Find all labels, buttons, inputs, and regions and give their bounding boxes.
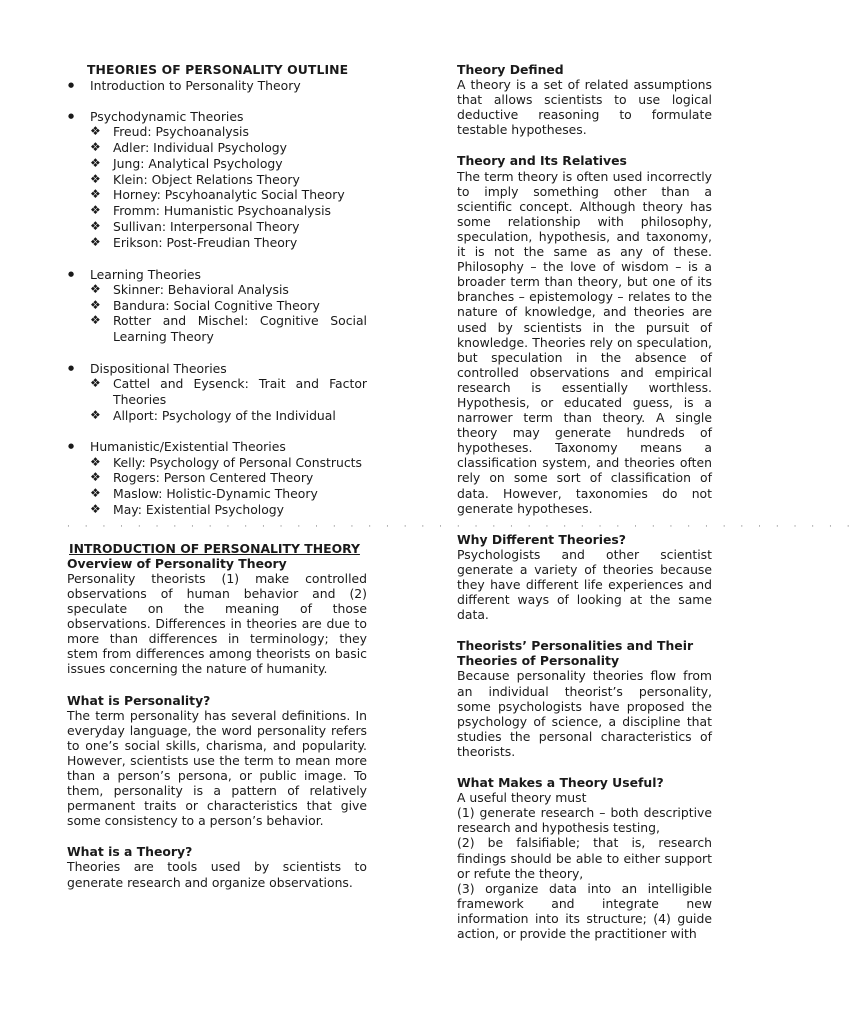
diamond-bullet-icon: ❖ — [90, 376, 101, 391]
diamond-bullet-icon: ❖ — [90, 470, 101, 485]
outline-item — [67, 439, 367, 517]
useful-heading: What Makes a Theory Useful? — [457, 775, 664, 791]
outline-subitem-label: Rotter and Mischel: Cognitive Social Learning Theory — [113, 313, 367, 345]
outline-item — [67, 267, 367, 345]
outline-subitem-label: Bandura: Social Cognitive Theory — [113, 297, 320, 313]
outline-sublist — [67, 282, 367, 345]
outline-subitem — [90, 172, 367, 188]
diamond-bullet-icon: ❖ — [90, 454, 101, 469]
outline-list — [67, 78, 367, 518]
diamond-bullet-icon: ❖ — [90, 297, 101, 312]
diamond-bullet-icon: ❖ — [90, 187, 101, 202]
outline-subitem-label: Jung: Analytical Psychology — [113, 155, 283, 171]
theorists-heading: Theorists’ Personalities and Their Theories of Personality — [457, 638, 694, 669]
overview-heading: Overview of Personality Theory — [67, 555, 287, 571]
outline-subitem-label: Klein: Object Relations Theory — [113, 171, 300, 187]
bullet-icon: ● — [68, 81, 75, 90]
outline-subitem-label: May: Existential Psychology — [113, 501, 285, 517]
outline-subitem — [90, 140, 367, 156]
outline-subitem — [90, 187, 367, 203]
outline-subitem — [90, 376, 367, 408]
theory-defined-text: A theory is a set of related assumptions that allows scientists to use logical deductive reasoning to formulate testable hypotheses. — [457, 77, 712, 138]
diamond-bullet-icon: ❖ — [90, 234, 101, 249]
outline-item-label: Dispositional Theories — [90, 360, 227, 376]
theorists-text: Because personality theories flow from an individual theorist’s personality, some psychologists have proposed the psychology of science, a discipline that studies the personal characteristics of theorists. — [457, 668, 712, 759]
useful-line: (2) be falsifiable; that is, research findings should be able to either support or refute the theory, — [457, 835, 712, 881]
bullet-icon: ● — [68, 112, 75, 121]
personality-text: The term personality has several definitions. In everyday language, the word personality refers to one’s social skills, charisma, and popularity. However, scientists use the term to mean more than a person’s persona, or public image. To them, personality is a pattern of relatively permanent traits or characteristics that give some consistency to a person’s behavior. — [67, 707, 367, 829]
outline-subitem — [90, 408, 367, 424]
diamond-bullet-icon: ❖ — [90, 219, 101, 234]
why-text: Psychologists and other scientist generate a variety of theories because they have different life experiences and different ways of looking at the same data. — [457, 546, 712, 623]
relatives-text: The term theory is often used incorrectly to imply something other than a scientific concept. Although theory has some relationship with philosophy, speculation, hypothesis, and taxonomy, it is not the same as any of these. Philosophy – the love of wisdom – is a broader term than theory, but one of its branches – epistemology – relates to the nature of knowledge, and theories are used by scientists in the pursuit of knowledge. Theories rely on speculation, but speculation in the absence of controlled observations and empirical research is essentially worthless. Hypothesis, or educated guess, is a narrower term than theory. A single theory may generate hundreds of hypotheses. Taxonomy means a classification system, and theories often rely on some sort of classification of data. However, taxonomies do not generate hypotheses. — [457, 168, 712, 516]
overview-text: Personality theorists (1) make controlled observations of human behavior and (2) speculate on the meaning of those observations. Differences in theories are due to more than differences in terminology; they stem from differences among theorists on basic issues concerning the nature of humanity. — [67, 570, 367, 677]
outline-subitem — [90, 219, 367, 235]
outline-title: THEORIES OF PERSONALITY OUTLINE — [87, 62, 349, 77]
diamond-bullet-icon: ❖ — [90, 407, 101, 422]
outline-subitem-label: Fromm: Humanistic Psychoanalysis — [113, 203, 331, 219]
theory-text: Theories are tools used by scientists to generate research and organize observations. — [67, 859, 367, 890]
diamond-bullet-icon: ❖ — [90, 203, 101, 218]
useful-line: (1) generate research – both descriptive research and hypothesis testing, — [457, 805, 712, 836]
section-divider: · · · · · · · · · · · · · · · · · · · · · · · · · · · · · · · · · · · · · · · · · · · · · — [67, 521, 856, 532]
outline-subitem — [90, 455, 367, 471]
outline-subitem — [90, 282, 367, 298]
outline-subitem — [90, 156, 367, 172]
outline-subitem-label: Freud: Psychoanalysis — [113, 124, 249, 140]
outline-subitem — [90, 124, 367, 140]
theory-defined-heading: Theory Defined — [457, 62, 564, 77]
outline-subitem-label: Cattel and Eysenck: Trait and Factor Theories — [113, 376, 367, 407]
outline-subitem — [90, 313, 367, 345]
outline-item-label: Learning Theories — [90, 266, 201, 282]
outline-subitem-label: Kelly: Psychology of Personal Constructs — [113, 454, 362, 470]
outline-item — [67, 78, 367, 93]
outline-item — [67, 361, 367, 423]
theory-heading: What is a Theory? — [67, 844, 193, 860]
outline-subitem-label: Adler: Individual Psychology — [113, 140, 287, 156]
diamond-bullet-icon: ❖ — [90, 486, 101, 501]
diamond-bullet-icon: ❖ — [90, 313, 101, 328]
outline-sublist — [67, 455, 367, 518]
bullet-icon: ● — [68, 363, 75, 372]
outline-subitem — [90, 486, 367, 502]
outline-item-label: Introduction to Personality Theory — [90, 78, 301, 94]
outline-subitem — [90, 502, 367, 518]
outline-subitem — [90, 235, 367, 251]
useful-line: (3) organize data into an intelligible framework and integrate new information into its structure; (4) guide action, or provide the practitioner with — [457, 880, 712, 941]
diamond-bullet-icon: ❖ — [90, 140, 101, 155]
outline-subitem-label: Allport: Psychology of the Individual — [113, 407, 336, 423]
outline-subitem-label: Sullivan: Interpersonal Theory — [113, 219, 300, 235]
outline-subitem — [90, 470, 367, 486]
outline-subitem — [90, 203, 367, 219]
outline-item-label: Psychodynamic Theories — [90, 109, 244, 125]
bullet-icon: ● — [68, 442, 75, 451]
diamond-bullet-icon: ❖ — [90, 155, 101, 170]
diamond-bullet-icon: ❖ — [90, 171, 101, 186]
outline-sublist — [67, 124, 367, 250]
outline-subitem-label: Rogers: Person Centered Theory — [113, 470, 314, 486]
relatives-heading: Theory and Its Relatives — [457, 153, 627, 169]
diamond-bullet-icon: ❖ — [90, 124, 101, 139]
right-column — [457, 62, 712, 941]
personality-heading: What is Personality? — [67, 692, 211, 708]
outline-subitem-label: Skinner: Behavioral Analysis — [113, 281, 289, 297]
outline-item — [67, 109, 367, 250]
diamond-bullet-icon: ❖ — [90, 281, 101, 296]
outline-subitem-label: Erikson: Post-Freudian Theory — [113, 234, 298, 250]
outline-sublist — [67, 376, 367, 423]
outline-item-label: Humanistic/Existential Theories — [90, 439, 286, 455]
diamond-bullet-icon: ❖ — [90, 501, 101, 516]
outline-subitem-label: Maslow: Holistic-Dynamic Theory — [113, 486, 318, 502]
outline-subitem-label: Horney: Pscyhoanalytic Social Theory — [113, 187, 345, 203]
intro-main-heading: INTRODUCTION OF PERSONALITY THEORY — [69, 540, 360, 556]
why-heading: Why Different Theories? — [457, 531, 626, 547]
outline-subitem — [90, 298, 367, 314]
useful-line: A useful theory must — [457, 790, 587, 806]
bullet-icon: ● — [68, 269, 75, 278]
